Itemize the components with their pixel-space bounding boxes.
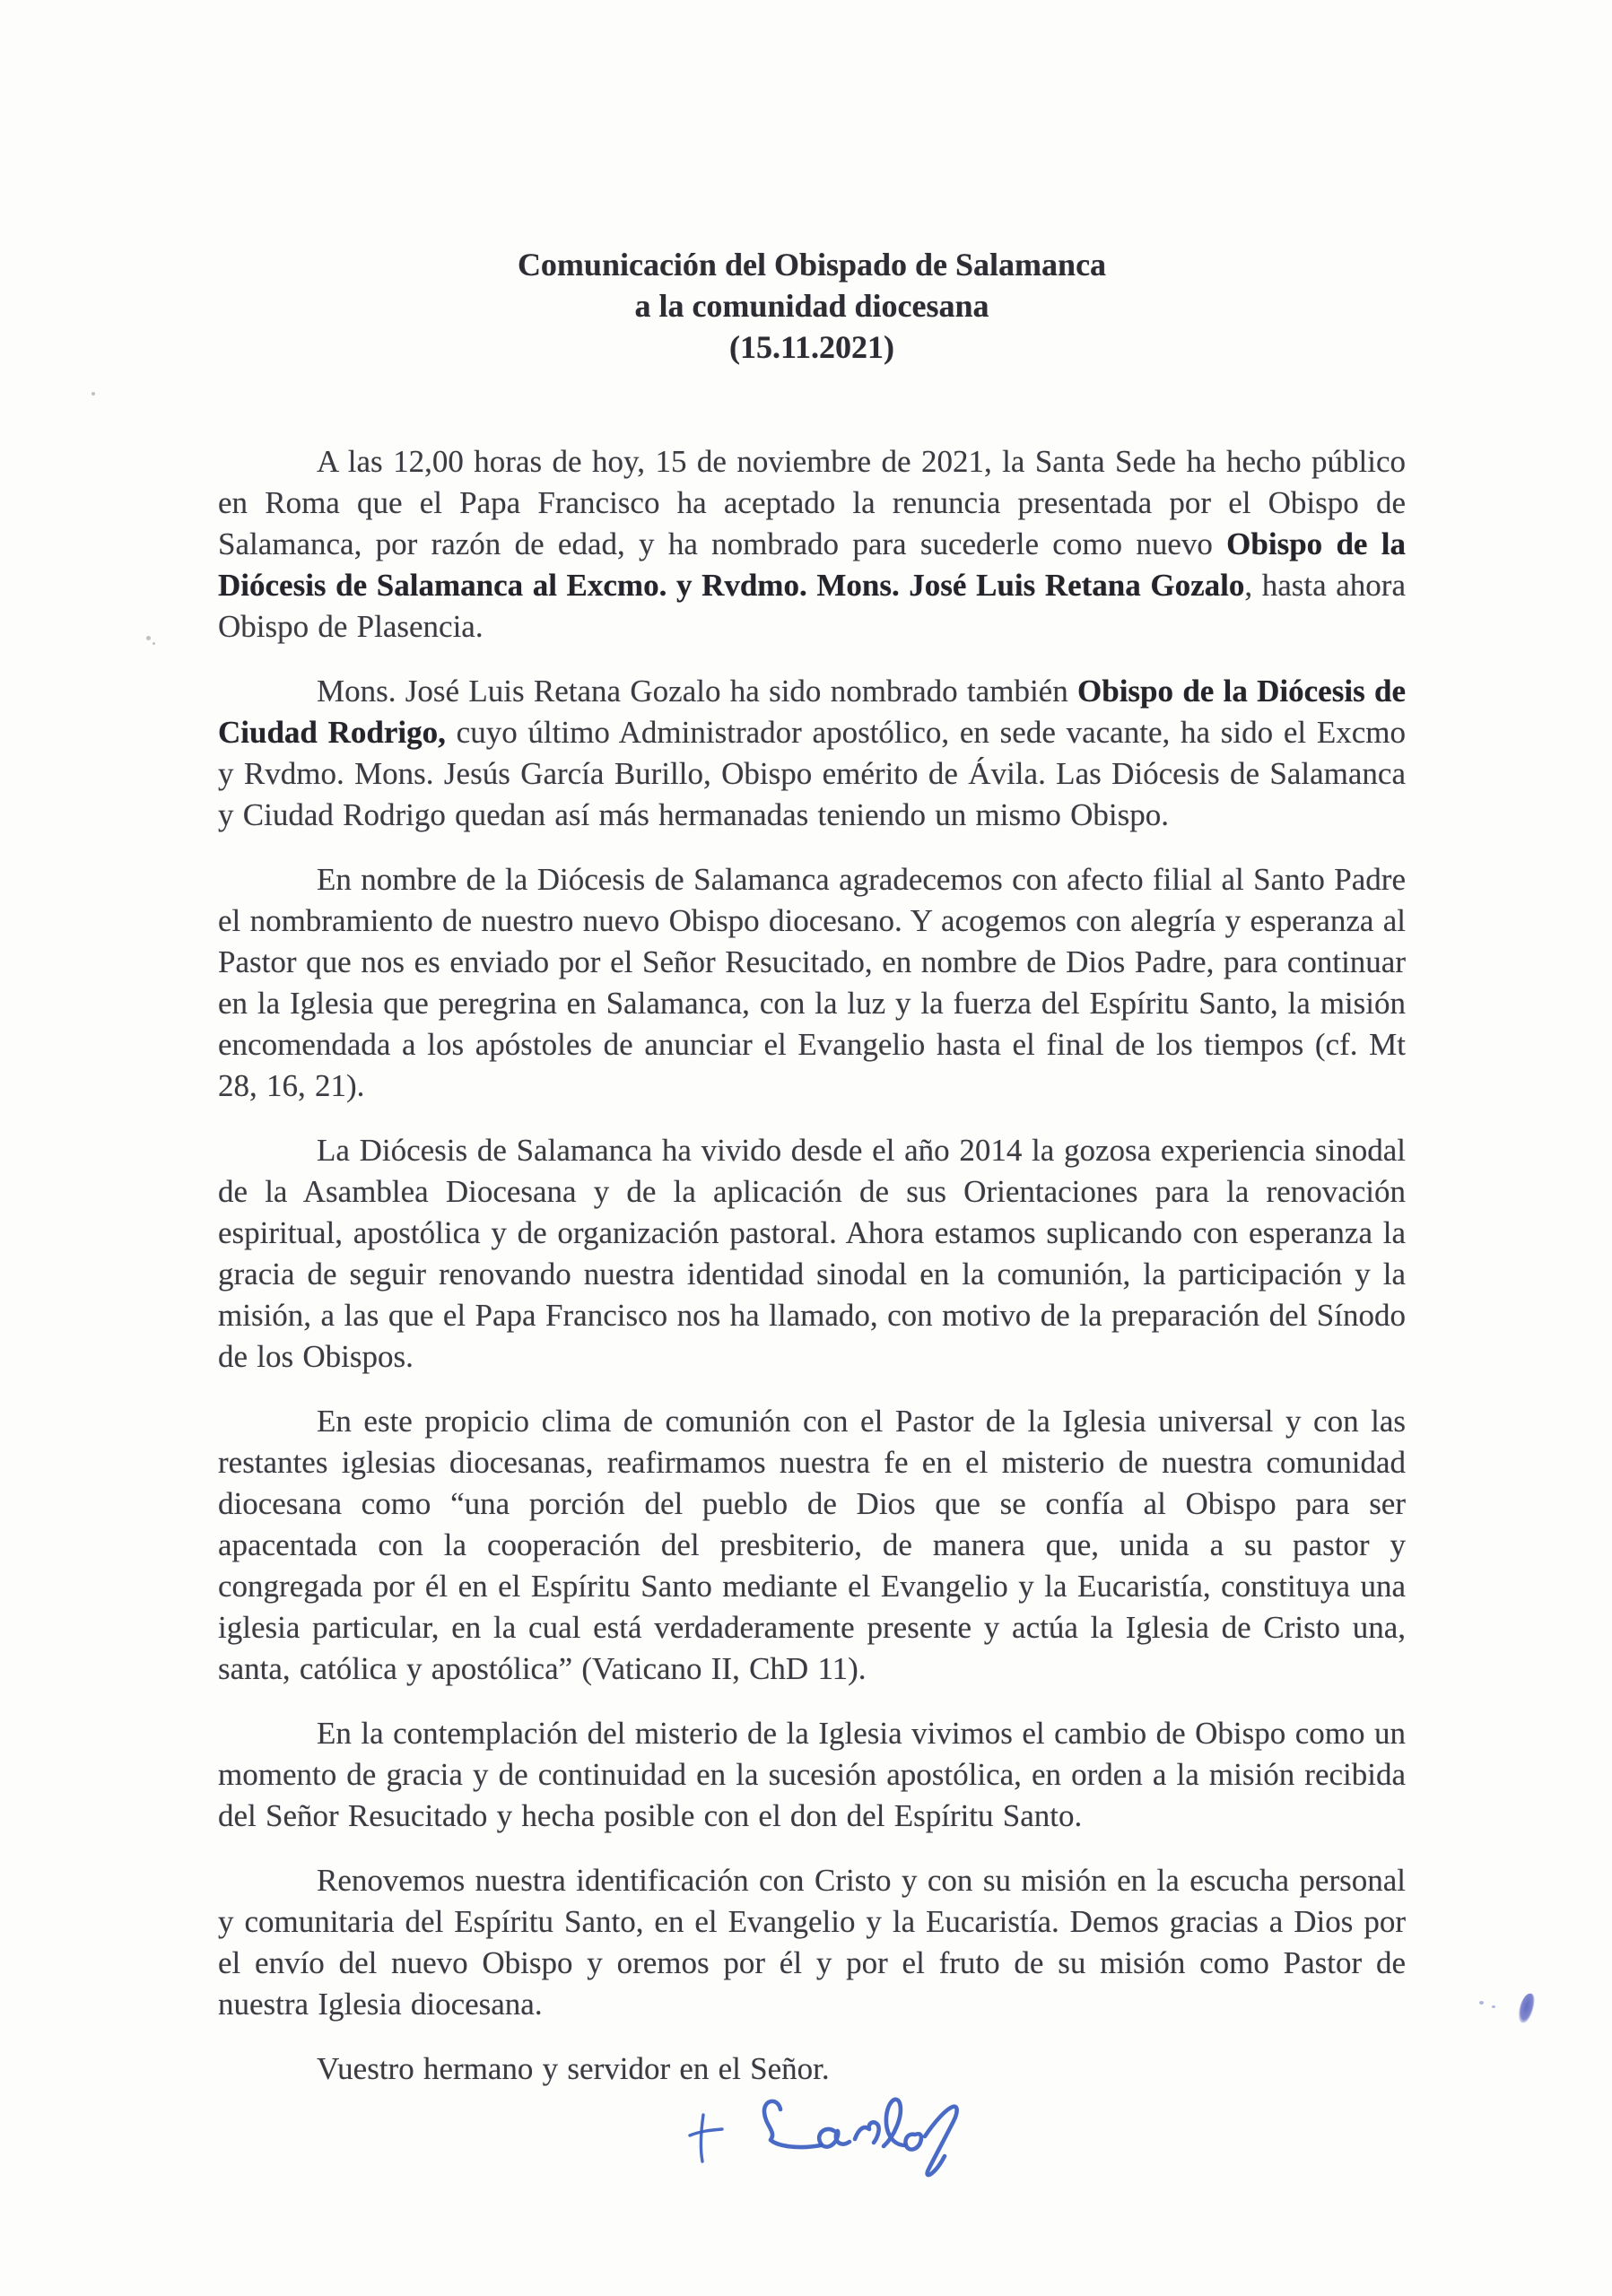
paragraph-1: A las 12,00 horas de hoy, 15 de noviembre de 2021, la Santa Sede ha hecho público en Roma que el Papa Francisco ha aceptado la renuncia presentada por el Obispo de Salamanca, por razón de edad, y ha nombrado para sucederle como nuevo Obispo de la Diócesis de Salamanca al Excmo. y Rvdmo. Mons. José Luis Retana Gozalo, hasta ahora Obispo de Plasencia. bbox=[218, 444, 1406, 644]
paragraph-4: La Diócesis de Salamanca ha vivido desde el año 2014 la gozosa experiencia sinodal de la Asamblea Diocesana y de la aplicación de sus Orientaciones para la renovación espiritual, apostólica y de organización pastoral. Ahora estamos suplicando con esperanza la gracia de seguir renovando nuestra identidad sinodal en la comunión, la participación y la misión, a las que el Papa Francisco nos ha llamado, con motivo de la preparación del Sínodo de los Obispos. bbox=[218, 1133, 1406, 1374]
ink-dot bbox=[1479, 2001, 1484, 2005]
paragraph-2: Mons. José Luis Retana Gozalo ha sido nombrado también Obispo de la Diócesis de Ciudad Rodrigo, cuyo último Administrador apostólico, en sede vacante, ha sido el Excmo y Rvdmo. Mons. Jesús García Burillo, Obispo emérito de Ávila. Las Diócesis de Salamanca y Ciudad Rodrigo quedan así más hermanadas teniendo un mismo Obispo. bbox=[218, 674, 1406, 832]
letter-date: (15.11.2021) bbox=[729, 329, 894, 365]
paper-speck bbox=[91, 392, 95, 396]
signature-handwritten bbox=[619, 2079, 1032, 2200]
signature-ink-strokes bbox=[619, 2079, 1032, 2200]
paper-speck bbox=[146, 636, 151, 640]
paragraph-6: En la contemplación del misterio de la Iglesia vivimos el cambio de Obispo como un momento de gracia y de continuidad en la sucesión apostólica, en orden a la misión recibida del Señor Resucitado y hecha posible con el don del Espíritu Santo. bbox=[218, 1716, 1406, 1833]
ink-blot bbox=[1516, 1992, 1537, 2025]
paragraph-7: Renovemos nuestra identificación con Cristo y con su misión en la escucha personal y comunitaria del Espíritu Santo, en el Evangelio y la Eucaristía. Demos gracias a Dios por el envío del nuevo Obispo y oremos por él y por el fruto de su misión como Pastor de nuestra Iglesia diocesana. bbox=[218, 1863, 1406, 2022]
closing-line: Vuestro hermano y servidor en el Señor. bbox=[317, 2051, 830, 2086]
letter-heading bbox=[218, 244, 1406, 368]
letter-title-line-1: Comunicación del Obispado de Salamanca bbox=[517, 247, 1107, 283]
paper-speck bbox=[152, 642, 155, 645]
letter-title-line-2: a la comunidad diocesana bbox=[634, 288, 989, 324]
ink-dot bbox=[1492, 2005, 1495, 2008]
letter-paragraphs bbox=[218, 441, 1406, 2025]
paragraph-3: En nombre de la Diócesis de Salamanca agradecemos con afecto filial al Santo Padre el nombramiento de nuestro nuevo Obispo diocesano. Y acogemos con alegría y esperanza al Pastor que nos es enviado por el Señor Resucitado, en nombre de Dios Padre, para continuar en la Iglesia que peregrina en Salamanca, con la luz y la fuerza del Espíritu Santo, la misión encomendada a los apóstoles de anunciar el Evangelio hasta el final de los tiempos (cf. Mt 28, 16, 21). bbox=[218, 862, 1406, 1103]
letter-content bbox=[218, 244, 1406, 2090]
paragraph-5: En este propicio clima de comunión con el Pastor de la Iglesia universal y con las restantes iglesias diocesanas, reafirmamos nuestra fe en el misterio de nuestra comunidad diocesana como “una porción del pueblo de Dios que se confía al Obispo para ser apacentada con la cooperación del presbiterio, de manera que, unida a su pastor y congregada por él en el Espíritu Santo mediante el Evangelio y la Eucaristía, constituya una iglesia particular, en la cual está verdaderamente presente y actúa la Iglesia de Cristo una, santa, católica y apostólica” (Vaticano II, ChD 11). bbox=[218, 1404, 1406, 1686]
